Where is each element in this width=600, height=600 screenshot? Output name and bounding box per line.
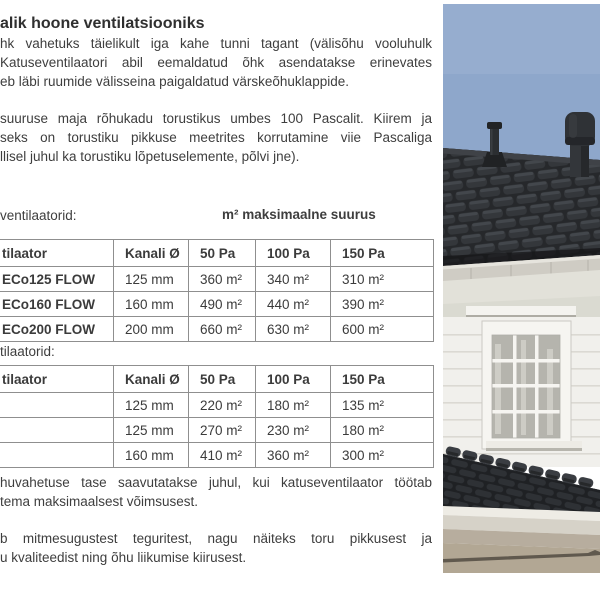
vent-pipe-highlight (491, 125, 493, 155)
paragraph-pressure-loss (0, 109, 432, 166)
paragraph-factors (0, 529, 432, 567)
max-size-header: m² maksimaalne suurus (222, 207, 376, 222)
column-header: 150 Pa (331, 366, 434, 393)
column-header: 150 Pa (331, 240, 434, 267)
text-line: suuruse maja rõhukadu torustikus umbes 100 Pascalit. Kiirem ja (0, 111, 432, 126)
text-line: b mitmesugustest teguritest, nagu näiteks toru pikkusest ja (0, 531, 432, 546)
column-header: 100 Pa (256, 366, 331, 393)
house-roof-photo (443, 4, 600, 573)
table-cell: ECo160 FLOW (0, 292, 114, 317)
text-line: huvahetuse tase saavutatakse juhul, kui katuseventilaator töötab (0, 475, 432, 490)
table-cell: 390 m² (331, 292, 434, 317)
table-cell (0, 418, 114, 443)
table-cell: ECo200 FLOW (0, 317, 114, 342)
window-cornice (466, 306, 576, 316)
text-line: seks on torustiku pikkuse meetrites korrutamine viie Pascaliga (0, 130, 432, 145)
table-cell: 300 m² (331, 443, 434, 468)
table-cell: 660 m² (189, 317, 256, 342)
paragraph-air-exchange (0, 34, 432, 91)
table-cell: 180 m² (256, 393, 331, 418)
table-cell: 270 m² (189, 418, 256, 443)
column-header: Kanali Ø (114, 366, 189, 393)
table-cell: 360 m² (256, 443, 331, 468)
table-cell: 490 m² (189, 292, 256, 317)
table-cell: 410 m² (189, 443, 256, 468)
column-header: tilaator (0, 240, 114, 267)
ventilator-body-shade (581, 144, 589, 177)
table-row (0, 443, 434, 468)
table-cell: 440 m² (256, 292, 331, 317)
table-cell (0, 443, 114, 468)
table2-caption: tilaatorid: (0, 344, 55, 359)
table-cell: ECo125 FLOW (0, 267, 114, 292)
vent-cap (487, 122, 502, 129)
column-header: Kanali Ø (114, 240, 189, 267)
page-title: alik hoone ventilatsiooniks (0, 14, 205, 32)
window-sill-shadow (486, 448, 582, 451)
text-line: tema maksimaalsest võimsusest. (0, 494, 199, 509)
table-cell: 160 mm (114, 292, 189, 317)
table-cell: 310 m² (331, 267, 434, 292)
table-cell: 180 m² (331, 418, 434, 443)
paragraph-air-change-level (0, 473, 432, 511)
ventilator-cap-highlight (569, 114, 577, 138)
window-sill (486, 441, 582, 449)
column-header: 100 Pa (256, 240, 331, 267)
window-cornice-shadow (466, 315, 576, 317)
table-header-row (0, 240, 434, 267)
table1-caption: ventilaatorid: (0, 208, 77, 223)
table-cell: 630 m² (256, 317, 331, 342)
column-header: 50 Pa (189, 366, 256, 393)
table-cell: 160 mm (114, 443, 189, 468)
table-cell: 230 m² (256, 418, 331, 443)
table-cell: 600 m² (331, 317, 434, 342)
table-cell (0, 393, 114, 418)
table-row (0, 292, 434, 317)
text-line: Katuseventilaatori abil eemaldatud õhk asendatakse erinevates (0, 55, 432, 70)
text-line: hk vahetuks täielikult iga kahe tunni tagant (välisõhu vooluhulk (0, 36, 432, 51)
table-row (0, 393, 434, 418)
table-row (0, 317, 434, 342)
table-row (0, 267, 434, 292)
column-header: tilaator (0, 366, 114, 393)
ventilator-table-2 (0, 365, 434, 468)
table-row (0, 418, 434, 443)
table-cell: 360 m² (189, 267, 256, 292)
table-header-row (0, 366, 434, 393)
ventilator-table-1 (0, 239, 434, 342)
table-cell: 340 m² (256, 267, 331, 292)
window (482, 321, 582, 451)
text-line: llisel juhul ka torustiku lõpetuselemente, põlvi jne). (0, 149, 300, 164)
column-header: 50 Pa (189, 240, 256, 267)
text-line: u kvaliteedist ning õhu liikumise kiirusest. (0, 550, 247, 565)
table-cell: 200 mm (114, 317, 189, 342)
sky-haze (443, 4, 600, 74)
table-cell: 125 mm (114, 418, 189, 443)
text-line: eb läbi ruumide välisseina paigaldatud värskeõhuklappide. (0, 74, 349, 89)
table-cell: 220 m² (189, 393, 256, 418)
table-cell: 135 m² (331, 393, 434, 418)
ventilator-cap-lip (565, 137, 595, 145)
table-cell: 125 mm (114, 267, 189, 292)
table-cell: 125 mm (114, 393, 189, 418)
